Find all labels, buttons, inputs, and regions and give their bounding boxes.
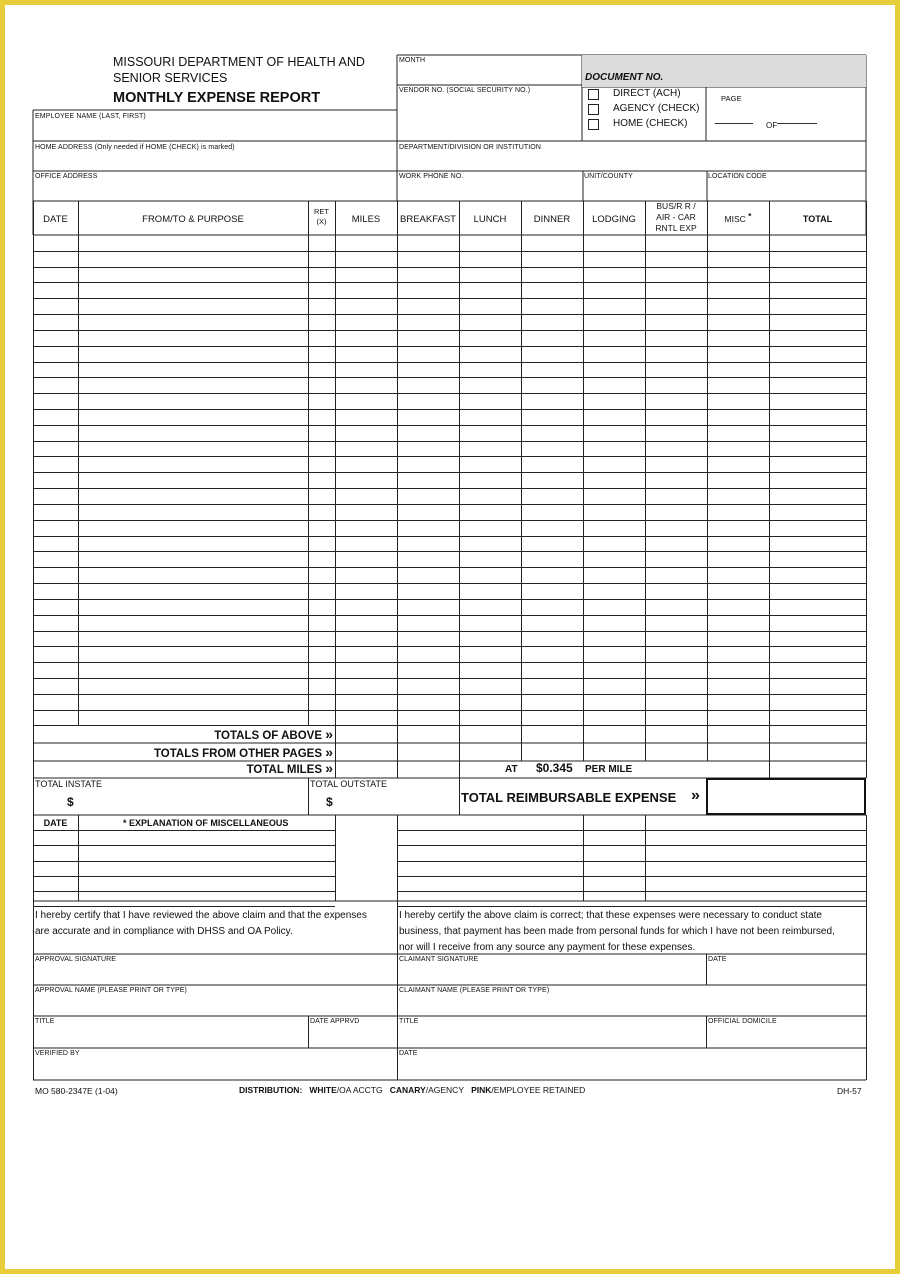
col-date: DATE [43, 213, 68, 225]
col-bus-line3: RNTL EXP [655, 223, 697, 233]
document-no-label: DOCUMENT NO. [585, 72, 664, 83]
employee-name-label: EMPLOYEE NAME (LAST, FIRST) [35, 113, 146, 120]
per-mile-label: PER MILE [585, 764, 633, 775]
direct-ach-checkbox[interactable] [588, 89, 599, 100]
department-name-line1: MISSOURI DEPARTMENT OF HEALTH AND [113, 55, 365, 69]
page-number-line[interactable] [715, 123, 753, 124]
official-domicile-label: OFFICIAL DOMICILE [708, 1018, 777, 1025]
approver-certification: I hereby certify that I have reviewed the above claim and that the expenses are accurate and in compliance with DHSS and OA Policy. [35, 910, 367, 937]
claimant-signature-label: CLAIMANT SIGNATURE [399, 956, 479, 963]
home-check-checkbox[interactable] [588, 119, 599, 130]
form-title: MONTHLY EXPENSE REPORT [113, 90, 321, 106]
month-label: MONTH [399, 57, 426, 64]
claimant-certification: I hereby certify the above claim is correct; that these expenses were necessary to conduct state business, that payment has been made from personal funds for which I have not been reimbursed, nor will I receive from any source any payment for these expenses. [399, 910, 835, 953]
col-breakfast: BREAKFAST [400, 213, 456, 225]
total-outstate-label: TOTAL OUTSTATE [310, 779, 388, 789]
col-ret [308, 207, 335, 227]
form-code: DH-57 [837, 1086, 862, 1096]
location-code-label: LOCATION CODE [708, 173, 767, 180]
unit-county-label: UNIT/COUNTY [584, 173, 633, 180]
col-bus-line1: BUS/R R / [656, 201, 696, 211]
mileage-at-label: AT [505, 764, 518, 775]
col-lodging: LODGING [592, 213, 636, 225]
total-reimbursable-chevron: » [691, 787, 700, 804]
total-outstate-dollar: $ [326, 795, 333, 809]
department-label: DEPARTMENT/DIVISION OR INSTITUTION [399, 144, 541, 151]
totals-other-pages-label: TOTALS FROM OTHER PAGES » [153, 744, 333, 760]
page-total-line[interactable] [777, 123, 817, 124]
distribution-line: DISTRIBUTION: WHITE/OA ACCTG CANARY/AGENCY PINK/EMPLOYEE RETAINED [239, 1085, 586, 1095]
home-check-label: HOME (CHECK) [613, 118, 688, 129]
expense-report-form [5, 5, 895, 1269]
page-label: PAGE [721, 94, 742, 103]
total-reimbursable-field[interactable] [706, 778, 866, 815]
col-dinner: DINNER [533, 213, 571, 225]
approval-signature-label: APPROVAL SIGNATURE [35, 956, 117, 963]
agency-check-label: AGENCY (CHECK) [613, 103, 700, 114]
home-address-label: HOME ADDRESS (Only needed if HOME (CHECK) is marked) [35, 144, 235, 151]
col-total: TOTAL [802, 214, 833, 224]
col-misc-label: MISC [724, 214, 746, 224]
total-instate-label: TOTAL INSTATE [35, 779, 103, 789]
claimant-title-label: TITLE [399, 1018, 419, 1025]
misc-date-header: DATE [43, 818, 68, 828]
col-ret-line2: (X) [316, 217, 327, 226]
direct-ach-label: DIRECT (ACH) [613, 88, 681, 99]
department-name-line2: SENIOR SERVICES [113, 71, 228, 85]
of-label: OF [766, 121, 778, 130]
verified-by-label: VERIFIED BY [35, 1050, 80, 1057]
approval-name-label: APPROVAL NAME (PLEASE PRINT OR TYPE) [35, 987, 187, 994]
claimant-name-label: CLAIMANT NAME (PLEASE PRINT OR TYPE) [399, 987, 550, 994]
work-phone-label: WORK PHONE NO. [399, 173, 464, 180]
total-instate-dollar: $ [67, 795, 74, 809]
office-address-label: OFFICE ADDRESS [35, 173, 98, 180]
date-approved-label: DATE APPRVD [310, 1018, 360, 1025]
form-number: MO 580-2347E (1-04) [35, 1086, 118, 1096]
col-ret-line1: RET [314, 207, 329, 216]
col-miles: MILES [351, 213, 381, 225]
col-purpose: FROM/TO & PURPOSE [142, 213, 244, 225]
totals-of-above-label: TOTALS OF ABOVE » [214, 726, 333, 742]
vendor-no-label: VENDOR NO. (SOCIAL SECURITY NO.) [399, 87, 531, 94]
total-miles-label: TOTAL MILES » [246, 760, 333, 776]
col-misc [707, 203, 769, 235]
mileage-rate: $0.345 [536, 761, 573, 775]
agency-check-checkbox[interactable] [588, 104, 599, 115]
col-bus-air-car [645, 201, 707, 234]
col-lunch: LUNCH [473, 213, 507, 225]
col-bus-line2: AIR - CAR [656, 212, 696, 222]
claimant-date-label: DATE [708, 956, 727, 963]
total-reimbursable-label: TOTAL REIMBURSABLE EXPENSE [461, 790, 677, 805]
verified-date-label: DATE [399, 1050, 418, 1057]
col-misc-asterisk: * [748, 211, 752, 221]
form-grid-lines [5, 5, 895, 1269]
approver-title-label: TITLE [35, 1018, 55, 1025]
misc-explanation-header: * EXPLANATION OF MISCELLANEOUS [123, 818, 289, 828]
